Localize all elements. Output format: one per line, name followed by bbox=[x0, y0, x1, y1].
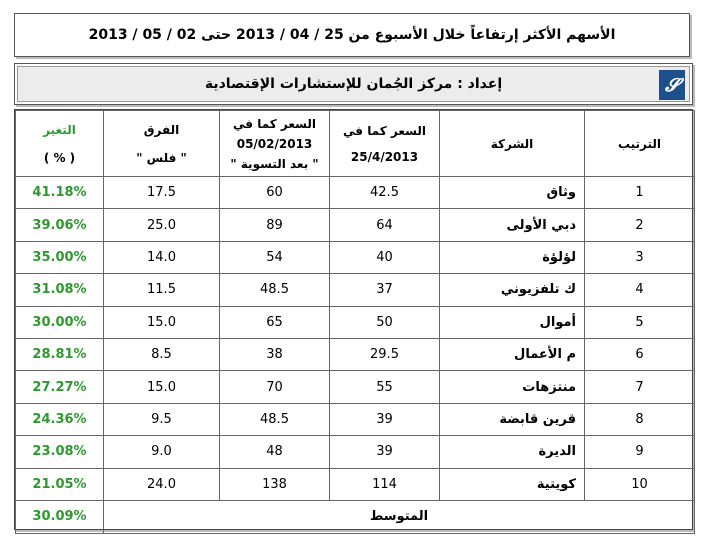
title-text: الأسهم الأكثر إرتفاعاً خلال الأسبوع من 25 / 04 / 2013 حتى 02 / 05 / 2013 bbox=[88, 27, 616, 43]
cell-diff: 14.0 bbox=[104, 241, 220, 273]
cell-price1: 37 bbox=[330, 274, 440, 306]
cell-diff: 15.0 bbox=[104, 306, 220, 338]
cell-diff: 25.0 bbox=[104, 209, 220, 241]
source-banner bbox=[14, 63, 693, 105]
table-row bbox=[16, 403, 695, 435]
cell-rank: 5 bbox=[585, 306, 695, 338]
cell-company: قرين قابضة bbox=[440, 403, 585, 435]
cell-price2: 89 bbox=[220, 209, 330, 241]
header-price1-label: السعر كما في bbox=[343, 123, 426, 138]
cell-price2: 48.5 bbox=[220, 274, 330, 306]
cell-change: 23.08% bbox=[16, 436, 104, 468]
stocks-table-container bbox=[14, 109, 693, 530]
cell-change: 39.06% bbox=[16, 209, 104, 241]
cell-company: وثاق bbox=[440, 177, 585, 209]
cell-change: 27.27% bbox=[16, 371, 104, 403]
header-diff-unit: " فلس " bbox=[136, 150, 187, 165]
header-price2-note: " بعد التسوية " bbox=[230, 156, 319, 171]
table-row bbox=[16, 306, 695, 338]
header-price1 bbox=[330, 111, 440, 177]
cell-company: كويتية bbox=[440, 468, 585, 500]
jumman-logo-icon: 𝓢 bbox=[659, 70, 685, 100]
cell-price2: 60 bbox=[220, 177, 330, 209]
cell-price2: 70 bbox=[220, 371, 330, 403]
cell-diff: 17.5 bbox=[104, 177, 220, 209]
cell-diff: 11.5 bbox=[104, 274, 220, 306]
header-rank bbox=[585, 111, 695, 177]
table-row bbox=[16, 241, 695, 273]
cell-company: منتزهات bbox=[440, 371, 585, 403]
cell-price2: 65 bbox=[220, 306, 330, 338]
header-price2-date: 05/02/2013 bbox=[236, 136, 313, 151]
cell-rank: 6 bbox=[585, 338, 695, 370]
cell-price1: 42.5 bbox=[330, 177, 440, 209]
table-row bbox=[16, 177, 695, 209]
cell-price2: 138 bbox=[220, 468, 330, 500]
cell-company: أموال bbox=[440, 306, 585, 338]
cell-diff: 9.0 bbox=[104, 436, 220, 468]
cell-rank: 1 bbox=[585, 177, 695, 209]
header-change bbox=[16, 111, 104, 177]
cell-price1: 55 bbox=[330, 371, 440, 403]
header-price1-date: 25/4/2013 bbox=[350, 149, 419, 164]
cell-rank: 3 bbox=[585, 241, 695, 273]
cell-price1: 114 bbox=[330, 468, 440, 500]
cell-price1: 40 bbox=[330, 241, 440, 273]
cell-rank: 9 bbox=[585, 436, 695, 468]
cell-company: م الأعمال bbox=[440, 338, 585, 370]
cell-rank: 2 bbox=[585, 209, 695, 241]
cell-change: 41.18% bbox=[16, 177, 104, 209]
header-rank-label: الترتيب bbox=[617, 136, 662, 151]
cell-price2: 48 bbox=[220, 436, 330, 468]
cell-change: 24.36% bbox=[16, 403, 104, 435]
report-title bbox=[14, 13, 690, 57]
table-header-row bbox=[16, 111, 695, 177]
cell-diff: 9.5 bbox=[104, 403, 220, 435]
cell-change: 21.05% bbox=[16, 468, 104, 500]
cell-rank: 4 bbox=[585, 274, 695, 306]
header-company bbox=[440, 111, 585, 177]
header-price2-label: السعر كما في bbox=[233, 116, 316, 131]
table-row bbox=[16, 338, 695, 370]
cell-company: لؤلؤة bbox=[440, 241, 585, 273]
header-company-label: الشركة bbox=[490, 136, 534, 151]
average-row bbox=[16, 500, 695, 533]
cell-diff: 24.0 bbox=[104, 468, 220, 500]
cell-price2: 38 bbox=[220, 338, 330, 370]
header-change-unit: ( % ) bbox=[43, 150, 76, 165]
average-label: المتوسط bbox=[104, 500, 695, 533]
average-value: 30.09% bbox=[16, 500, 104, 533]
cell-rank: 10 bbox=[585, 468, 695, 500]
stocks-table bbox=[15, 110, 695, 534]
header-diff-label: الفرق bbox=[143, 122, 180, 137]
table-row bbox=[16, 209, 695, 241]
cell-company: ك تلفزيوني bbox=[440, 274, 585, 306]
cell-change: 28.81% bbox=[16, 338, 104, 370]
table-row bbox=[16, 468, 695, 500]
table-row bbox=[16, 436, 695, 468]
cell-change: 35.00% bbox=[16, 241, 104, 273]
cell-change: 31.08% bbox=[16, 274, 104, 306]
source-banner-inner bbox=[17, 66, 690, 102]
cell-price1: 50 bbox=[330, 306, 440, 338]
cell-diff: 8.5 bbox=[104, 338, 220, 370]
header-diff bbox=[104, 111, 220, 177]
cell-rank: 7 bbox=[585, 371, 695, 403]
cell-diff: 15.0 bbox=[104, 371, 220, 403]
cell-company: دبي الأولى bbox=[440, 209, 585, 241]
cell-company: الديرة bbox=[440, 436, 585, 468]
cell-rank: 8 bbox=[585, 403, 695, 435]
cell-price1: 39 bbox=[330, 403, 440, 435]
table-row bbox=[16, 274, 695, 306]
header-change-label: التغير bbox=[43, 122, 76, 137]
cell-price2: 48.5 bbox=[220, 403, 330, 435]
cell-price1: 29.5 bbox=[330, 338, 440, 370]
table-row bbox=[16, 371, 695, 403]
header-price2 bbox=[220, 111, 330, 177]
cell-price1: 64 bbox=[330, 209, 440, 241]
cell-change: 30.00% bbox=[16, 306, 104, 338]
cell-price1: 39 bbox=[330, 436, 440, 468]
cell-price2: 54 bbox=[220, 241, 330, 273]
source-text: إعداد : مركز الجُمان للإستشارات الإقتصادية bbox=[204, 76, 503, 92]
